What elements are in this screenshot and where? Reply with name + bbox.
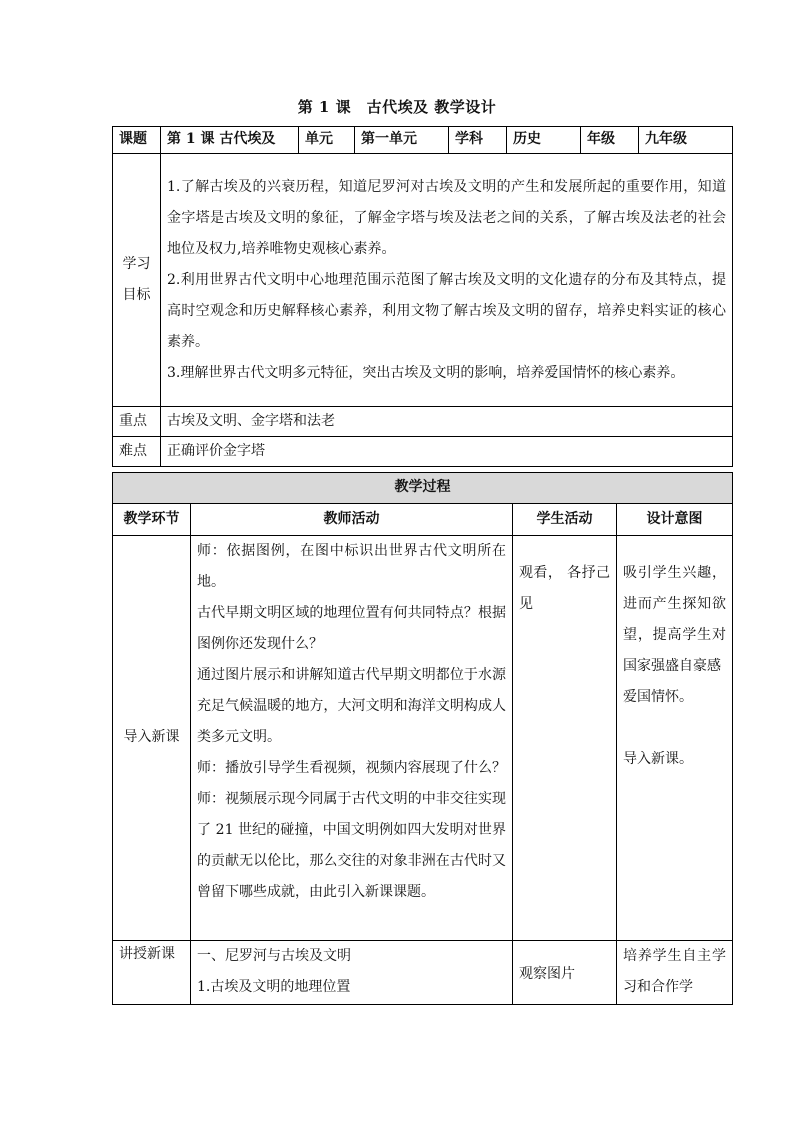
col-stage: 教学环节	[113, 504, 191, 536]
teacher-line: 1.古埃及文明的地理位置	[197, 979, 351, 995]
difficulty-value: 正确评价金字塔	[161, 437, 733, 467]
goals-row	[113, 154, 733, 407]
intent-line	[623, 713, 726, 744]
process-header-row	[113, 473, 733, 504]
key-point-value: 古埃及文明、金字塔和法老	[161, 407, 733, 437]
label-topic: 课题	[113, 127, 161, 154]
student-line: 观看， 各抒己见	[519, 565, 610, 612]
intent-line: 导入新课。	[623, 751, 693, 767]
col-student: 学生活动	[513, 504, 617, 536]
value-grade: 九年级	[639, 127, 733, 154]
intent-line: 爱国情怀。	[623, 689, 693, 705]
table-row	[113, 941, 733, 1005]
key-point-row	[113, 407, 733, 437]
label-unit: 单元	[299, 127, 355, 154]
key-point-label: 重点	[113, 407, 161, 437]
intent-cell	[617, 536, 733, 941]
col-intent: 设计意图	[617, 504, 733, 536]
process-table	[112, 472, 733, 1005]
goal-item: 2.利用世界古代文明中心地理范围示范图了解古埃及文明的文化遗存的分布及其特点，提高时空观念和历史解释核心素养，利用文物了解古埃及文明的留存，培养史料实证的核心素养。	[167, 271, 726, 350]
process-header: 教学过程	[113, 473, 733, 504]
teacher-line: 通过图片展示和讲解知道古代早期文明都位于水源充足气候温暖的地方，大河文明和海洋文明构成人类多元文明。	[197, 667, 506, 745]
student-cell	[513, 536, 617, 941]
value-unit: 第一单元	[355, 127, 449, 154]
info-table	[112, 126, 733, 467]
label-grade: 年级	[581, 127, 639, 154]
goals-label-line2: 目标	[122, 287, 151, 303]
intent-line: 培养学生自主学习和合作学	[623, 948, 726, 995]
teacher-cell	[191, 536, 513, 941]
value-subject: 历史	[507, 127, 581, 154]
student-cell: 观察图片	[513, 941, 617, 1005]
teacher-cell	[191, 941, 513, 1005]
difficulty-row	[113, 437, 733, 467]
stage-cell: 讲授新课	[113, 941, 191, 1005]
teacher-line: 古代早期文明区域的地理位置有何共同特点？根据图例你还发现什么？	[197, 605, 506, 652]
label-subject: 学科	[449, 127, 507, 154]
intent-cell	[617, 941, 733, 1005]
teacher-line: 师：播放引导学生看视频，视频内容展现了什么？师：视频展示现今同属于古代文明的中非交往实现了 21 世纪的碰撞，中国文明例如四大发明对世界的贡献无以伦比，那么交往的对象非洲在古代时又曾留下哪些成就，由此引入新课课题。	[197, 760, 506, 900]
goal-item: 3.理解世界古代文明多元特征，突出古埃及文明的影响，培养爱国情怀的核心素养。	[167, 364, 685, 381]
table-row	[113, 536, 733, 941]
teacher-line: 一、尼罗河与古埃及文明	[197, 948, 351, 964]
col-teacher: 教师活动	[191, 504, 513, 536]
goals-label	[113, 154, 161, 407]
teacher-line: 师：依据图例，在图中标识出世界古代文明所在地。	[197, 543, 506, 590]
stage-cell: 导入新课	[113, 536, 191, 941]
value-topic: 第 1 课 古代埃及	[161, 127, 299, 154]
page-title: 第 1 课 古代埃及 教学设计	[297, 98, 497, 116]
process-columns-row	[113, 504, 733, 536]
info-row	[113, 127, 733, 154]
difficulty-label: 难点	[113, 437, 161, 467]
goals-label-line1: 学习	[122, 256, 151, 272]
intent-line: 吸引学生兴趣，进而产生探知欲望，提高学生对国家强盛自豪感	[623, 565, 726, 674]
goals-content	[161, 154, 733, 407]
goal-item: 1.了解古埃及的兴衰历程，知道尼罗河对古埃及文明的产生和发展所起的重要作用，知道金字塔是古埃及文明的象征，了解金字塔与埃及法老之间的关系，了解古埃及法老的社会地位及权力,培养唯物史观核心素养。	[167, 178, 726, 257]
